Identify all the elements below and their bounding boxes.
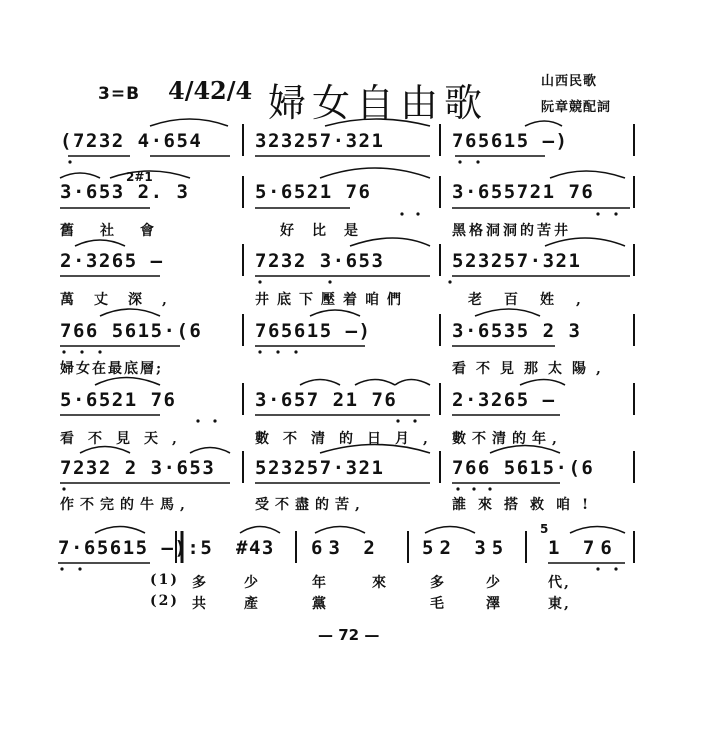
verse-2-word: 澤	[486, 596, 502, 612]
song-source: 山西民歌	[541, 74, 598, 89]
notation-row-3-measure-3: 523257·321	[452, 250, 582, 272]
verse-2-word: 毛	[430, 596, 446, 612]
lyric-row-6-part-2: 受不盡的苦,	[255, 497, 366, 513]
lyric-row-4-part-3: 看不見那太陽,	[452, 361, 611, 377]
underlines	[58, 156, 630, 563]
notation-row-3-measure-2: 7232 3·653	[255, 250, 385, 272]
song-title: 婦女自由歌	[268, 81, 489, 125]
notation-row-4-measure-3: 3·6535 2 3	[452, 320, 582, 342]
verse-2-word: 共	[192, 596, 208, 612]
octave-dots	[60, 160, 617, 570]
notation-row-7-measure-1: 7·65615 —):5	[58, 537, 214, 559]
verse-1-word: 多	[430, 575, 446, 591]
notation-row-7-measure-3: 63 2	[311, 537, 381, 559]
grace-note: 2#1	[126, 170, 153, 184]
key-signature: 3=B	[98, 84, 141, 104]
notation-row-2-measure-3: 3·655721 76	[452, 181, 595, 203]
lyric-row-3-part-2: 井底下壓着咱們	[255, 292, 409, 308]
verse-2-word: 黨	[312, 596, 328, 612]
verse-1-number: (1)	[150, 572, 179, 588]
lyric-row-6-part-1: 作不完的牛馬,	[60, 497, 191, 513]
lyric-row-5-part-2: 數不清的日月,	[255, 431, 442, 447]
lyric-row-4-part-1: 婦女在最底層;	[60, 361, 164, 377]
time-signature-2-4: 2/4	[210, 76, 253, 105]
lyric-row-2-part-1: 舊社會	[60, 223, 180, 239]
verse-1-word: 年	[312, 575, 328, 591]
notation-row-1-measure-2: 323257·321	[255, 130, 385, 152]
time-signature-4-4: 4/4	[168, 76, 211, 105]
notation-row-2-measure-2: 5·6521 76	[255, 181, 372, 203]
notation-row-7-measure-4: 52 35	[422, 537, 510, 559]
slurs	[60, 119, 625, 533]
song-arranger: 阮章競配詞	[541, 100, 612, 115]
verse-1-word: 代,	[548, 575, 571, 591]
bar-lines	[176, 124, 634, 563]
notation-row-2-measure-1: 3·653 2. 3	[60, 181, 190, 203]
grace-note: 5	[540, 522, 549, 536]
notation-row-4-measure-1: 766 5615·(6	[60, 320, 203, 342]
verse-1-word: 來	[372, 575, 388, 591]
lyric-row-5-part-1: 看不見天,	[60, 431, 191, 447]
notation-row-3-measure-1: 2·3265 —	[60, 250, 164, 272]
verse-1-word: 多	[192, 575, 208, 591]
notation-row-5-measure-3: 2·3265 —	[452, 389, 556, 411]
lyric-row-3-part-1: 萬丈深,	[60, 292, 187, 308]
verse-2-word: 產	[244, 596, 260, 612]
notation-row-4-measure-2: 765615 —)	[255, 320, 372, 342]
notation-row-7-measure-5: 1 76	[548, 537, 618, 559]
lyric-row-2-part-2: 好比是	[280, 223, 376, 239]
notation-row-6-measure-1: 7232 2 3·653	[60, 457, 216, 479]
lyric-row-3-part-3: 老百姓,	[468, 292, 603, 308]
notation-row-1-measure-3: 765615 —)	[452, 130, 569, 152]
notation-row-6-measure-3: 766 5615·(6	[452, 457, 595, 479]
lyric-row-5-part-3: 數不清的年,	[452, 431, 563, 447]
notation-row-5-measure-1: 5·6521 76	[60, 389, 177, 411]
lyric-row-6-part-3: 誰來搭救咱!	[452, 497, 601, 513]
verse-1-word: 少	[244, 575, 260, 591]
notation-row-6-measure-2: 523257·321	[255, 457, 385, 479]
notation-row-5-measure-2: 3·657 21 76	[255, 389, 398, 411]
page-number: — 72 —	[318, 626, 380, 644]
notation-row-1-measure-1: (7232 4·654	[60, 130, 203, 152]
lyric-row-2-part-3: 黑格洞洞的苦井	[452, 223, 571, 239]
verse-2-number: (2)	[150, 593, 179, 609]
verse-2-word: 東,	[548, 596, 571, 612]
notation-row-7-measure-2: #43	[236, 537, 275, 559]
verse-1-word: 少	[486, 575, 502, 591]
